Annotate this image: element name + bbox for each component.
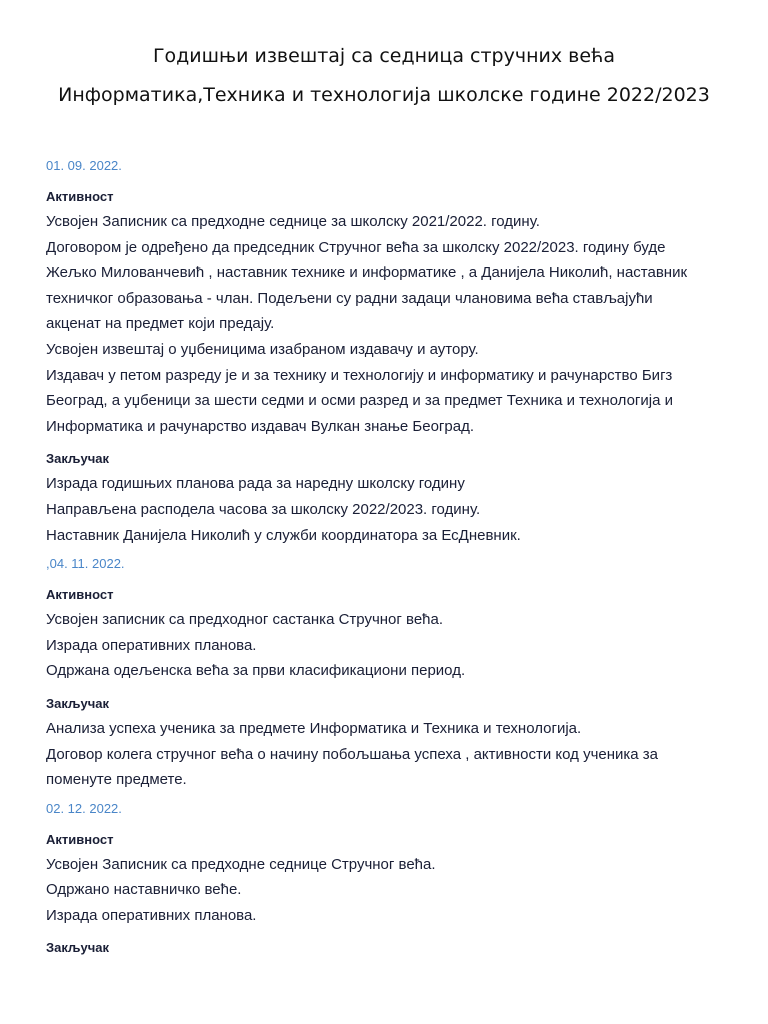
conclusion-paragraph <box>46 471 726 548</box>
text-line: Договор колега стручног већа о начину побољшања успеха , активности код ученика за <box>46 745 659 763</box>
text-line: Израда оперативних планова. <box>46 636 257 654</box>
conclusion-paragraph <box>46 716 726 793</box>
activity-heading: Активност <box>46 587 114 603</box>
document-title-line-1: Годишњи извештај са седница стручних већа <box>152 45 616 67</box>
activity-heading: Активност <box>46 189 114 204</box>
activity-paragraph <box>46 852 726 929</box>
text-line: Израда оперативних планова. <box>46 906 257 924</box>
text-line: Усвојен записник са предходног састанка Стручног већа. <box>46 611 444 629</box>
document-body <box>46 156 726 958</box>
text-line: Наставник Данијела Николић у служби координатора за ЕсДневник. <box>46 526 521 544</box>
conclusion-heading: Закључак <box>46 940 109 956</box>
text-line: Анализа успеха ученика за предмете Информатика и Техника и технологија. <box>46 719 582 737</box>
text-line: Договором је одређено да председник Стручног већа за школску 2022/2023. годину буде <box>46 238 666 256</box>
text-line: акценат на предмет који предају. <box>46 315 275 333</box>
activity-paragraph <box>46 209 726 439</box>
text-line: Жељко Милованчевић , наставник технике и информатике , а Данијела Николић, наставник <box>46 264 688 282</box>
text-line: поменуте предмете. <box>46 771 187 789</box>
text-line: Издавач у петом разреду је и за технику и технологију и информатику и рачунарство Бигз <box>46 366 673 384</box>
text-line: Усвојен Записник са предходне седнице Стручног већа. <box>46 855 436 873</box>
session-date: 01. 09. 2022. <box>46 158 122 173</box>
text-line: Београд, а уџбеници за шести седми и осми разред и за предмет Техника и технологија и <box>46 392 673 410</box>
text-line: Информатика и рачунарство издавач Вулкан знање Београд. <box>46 417 474 435</box>
document-title-line-2: Информатика,Техника и технологија школске године 2022/2023 <box>58 84 710 106</box>
conclusion-heading: Закључак <box>46 695 109 711</box>
text-line: Усвојен Записник са предходне седнице за школску 2021/2022. годину. <box>46 213 540 230</box>
session-date: ,04. 11. 2022. <box>46 556 125 572</box>
conclusion-heading: Закључак <box>46 451 109 467</box>
text-line: Одржана одељенска већа за први класификациони период. <box>46 662 466 680</box>
text-line: Направљена расподела часова за школску 2022/2023. годину. <box>46 500 481 518</box>
activity-heading: Активност <box>46 831 114 847</box>
session-date: 02. 12. 2022. <box>46 800 122 816</box>
text-line: Одржано наставничко веће. <box>46 881 242 899</box>
activity-paragraph <box>46 607 726 684</box>
text-line: техничког образовања - члан. Подељени су радни задаци члановима већа стављајући <box>46 289 653 307</box>
text-line: Израда годишњих планова рада за наредну школску годину <box>46 475 465 493</box>
text-line: Усвојен извештај о уџбеницима изабраном издавачу и аутору. <box>46 340 479 358</box>
